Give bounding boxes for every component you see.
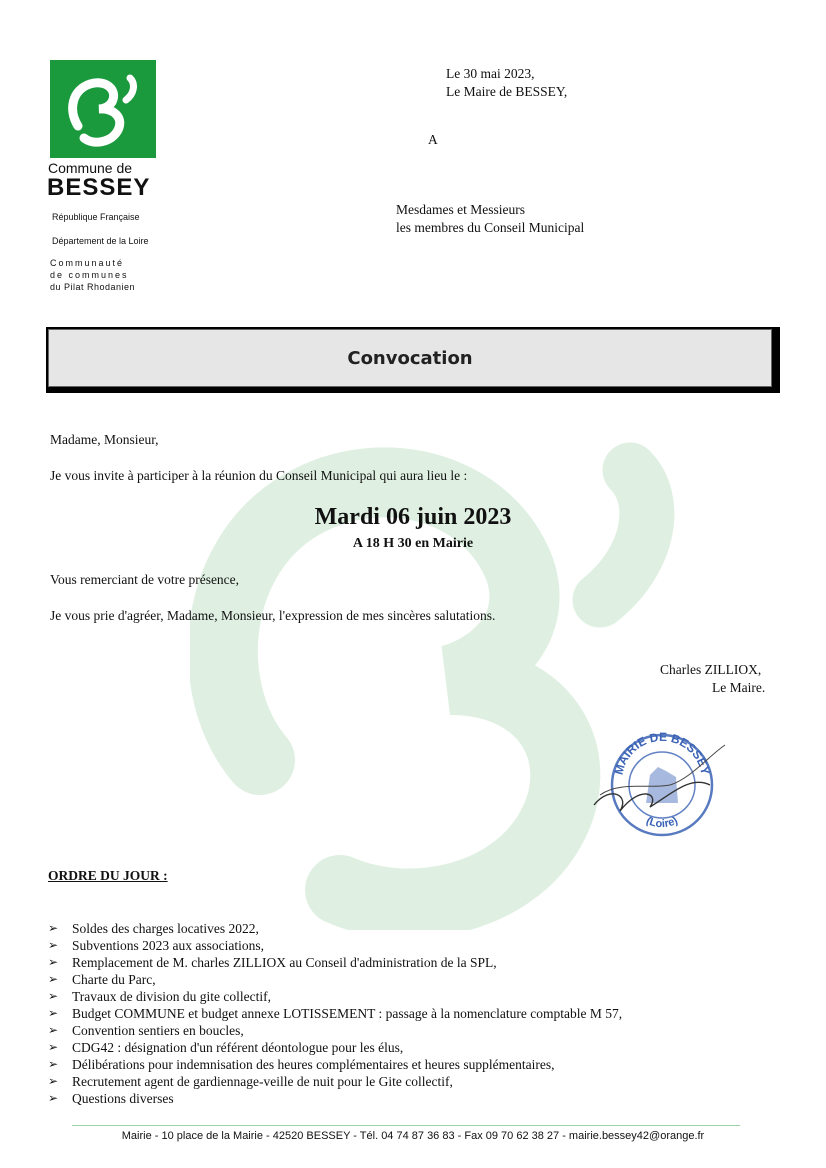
agenda-item: ➢ CDG42 : désignation d'un référent déontologue pour les élus, [48,1040,404,1055]
arrow-bullet-icon: ➢ [48,955,59,969]
arrow-bullet-icon: ➢ [48,1023,59,1037]
commune-logo [50,60,156,158]
banner-title: Convocation [347,347,473,369]
arrow-bullet-icon: ➢ [48,921,59,935]
stamp-bottom-text: (Loire) [644,814,680,831]
convocation-banner [46,327,780,393]
stamp-top-text: MAIRIE DE BESSEY [611,729,713,777]
arrow-bullet-icon: ➢ [48,1006,59,1020]
communaute-line-1: Communauté [50,258,125,268]
mayor-title: Le Maire. [712,680,766,695]
agenda-heading: ORDRE DU JOUR : [48,868,168,883]
thanks-text: Vous remerciant de votre présence, [50,572,240,587]
arrow-bullet-icon: ➢ [48,1057,59,1071]
letter-date: Le 30 mai 2023, [446,66,535,81]
agenda-item: ➢ Subventions 2023 aux associations, [48,938,264,953]
arrow-bullet-icon: ➢ [48,938,59,952]
republique-text: République Française [52,212,140,222]
sender-signature-line: Le Maire de BESSEY, [446,84,568,99]
agenda-item: ➢ Remplacement de M. charles ZILLIOX au Conseil d'administration de la SPL, [48,955,497,970]
mayor-stamp [590,715,740,840]
communaute-line-2: de communes [50,270,129,280]
recipient-line-1: Mesdames et Messieurs [396,202,525,217]
agenda-item: ➢ Convention sentiers en boucles, [48,1023,244,1038]
agenda-item: ➢ Travaux de division du gite collectif, [48,989,271,1004]
arrow-bullet-icon: ➢ [48,1074,59,1088]
closing-text: Je vous prie d'agréer, Madame, Monsieur, l'expression de mes sincères salutations. [50,608,496,623]
arrow-bullet-icon: ➢ [48,989,59,1003]
arrow-bullet-icon: ➢ [48,972,59,986]
arrow-bullet-icon: ➢ [48,1091,59,1105]
footer-divider [72,1125,740,1126]
recipient-line-2: les membres du Conseil Municipal [396,220,585,235]
meeting-time: A 18 H 30 en Mairie [352,536,474,551]
mayor-name: Charles ZILLIOX, [660,662,762,677]
agenda-item: ➢ Questions diverses [48,1091,174,1106]
recipient-a-label: A [428,132,438,147]
departement-text: Département de la Loire [52,236,149,246]
agenda-item: ➢ Recrutement agent de gardiennage-veille de nuit pour le Gite collectif, [48,1074,453,1089]
greeting: Madame, Monsieur, [50,432,159,447]
agenda-item: ➢ Délibérations pour indemnisation des heures complémentaires et heures supplémentaires, [48,1057,555,1072]
communaute-line-3: du Pilat Rhodanien [50,282,136,292]
agenda-list [48,920,622,1107]
footer-address: Mairie - 10 place de la Mairie - 42520 BESSEY - Tél. 04 74 87 36 83 - Fax 09 70 62 38 27 - mairie.bessey42@orange.fr [121,1130,705,1142]
logo-b-icon [50,60,156,158]
invitation-text: Je vous invite à participer à la réunion du Conseil Municipal qui aura lieu le : [50,468,468,483]
agenda-item: ➢ Budget COMMUNE et budget annexe LOTISSEMENT : passage à la nomenclature comptable M 57, [48,1006,623,1021]
agenda-item: ➢ Charte du Parc, [48,972,156,987]
commune-name: BESSEY [47,174,151,201]
arrow-bullet-icon: ➢ [48,1040,59,1054]
commune-label: Commune de [48,160,133,176]
meeting-date: Mardi 06 juin 2023 [314,504,512,530]
agenda-item: ➢ Soldes des charges locatives 2022, [48,921,259,936]
